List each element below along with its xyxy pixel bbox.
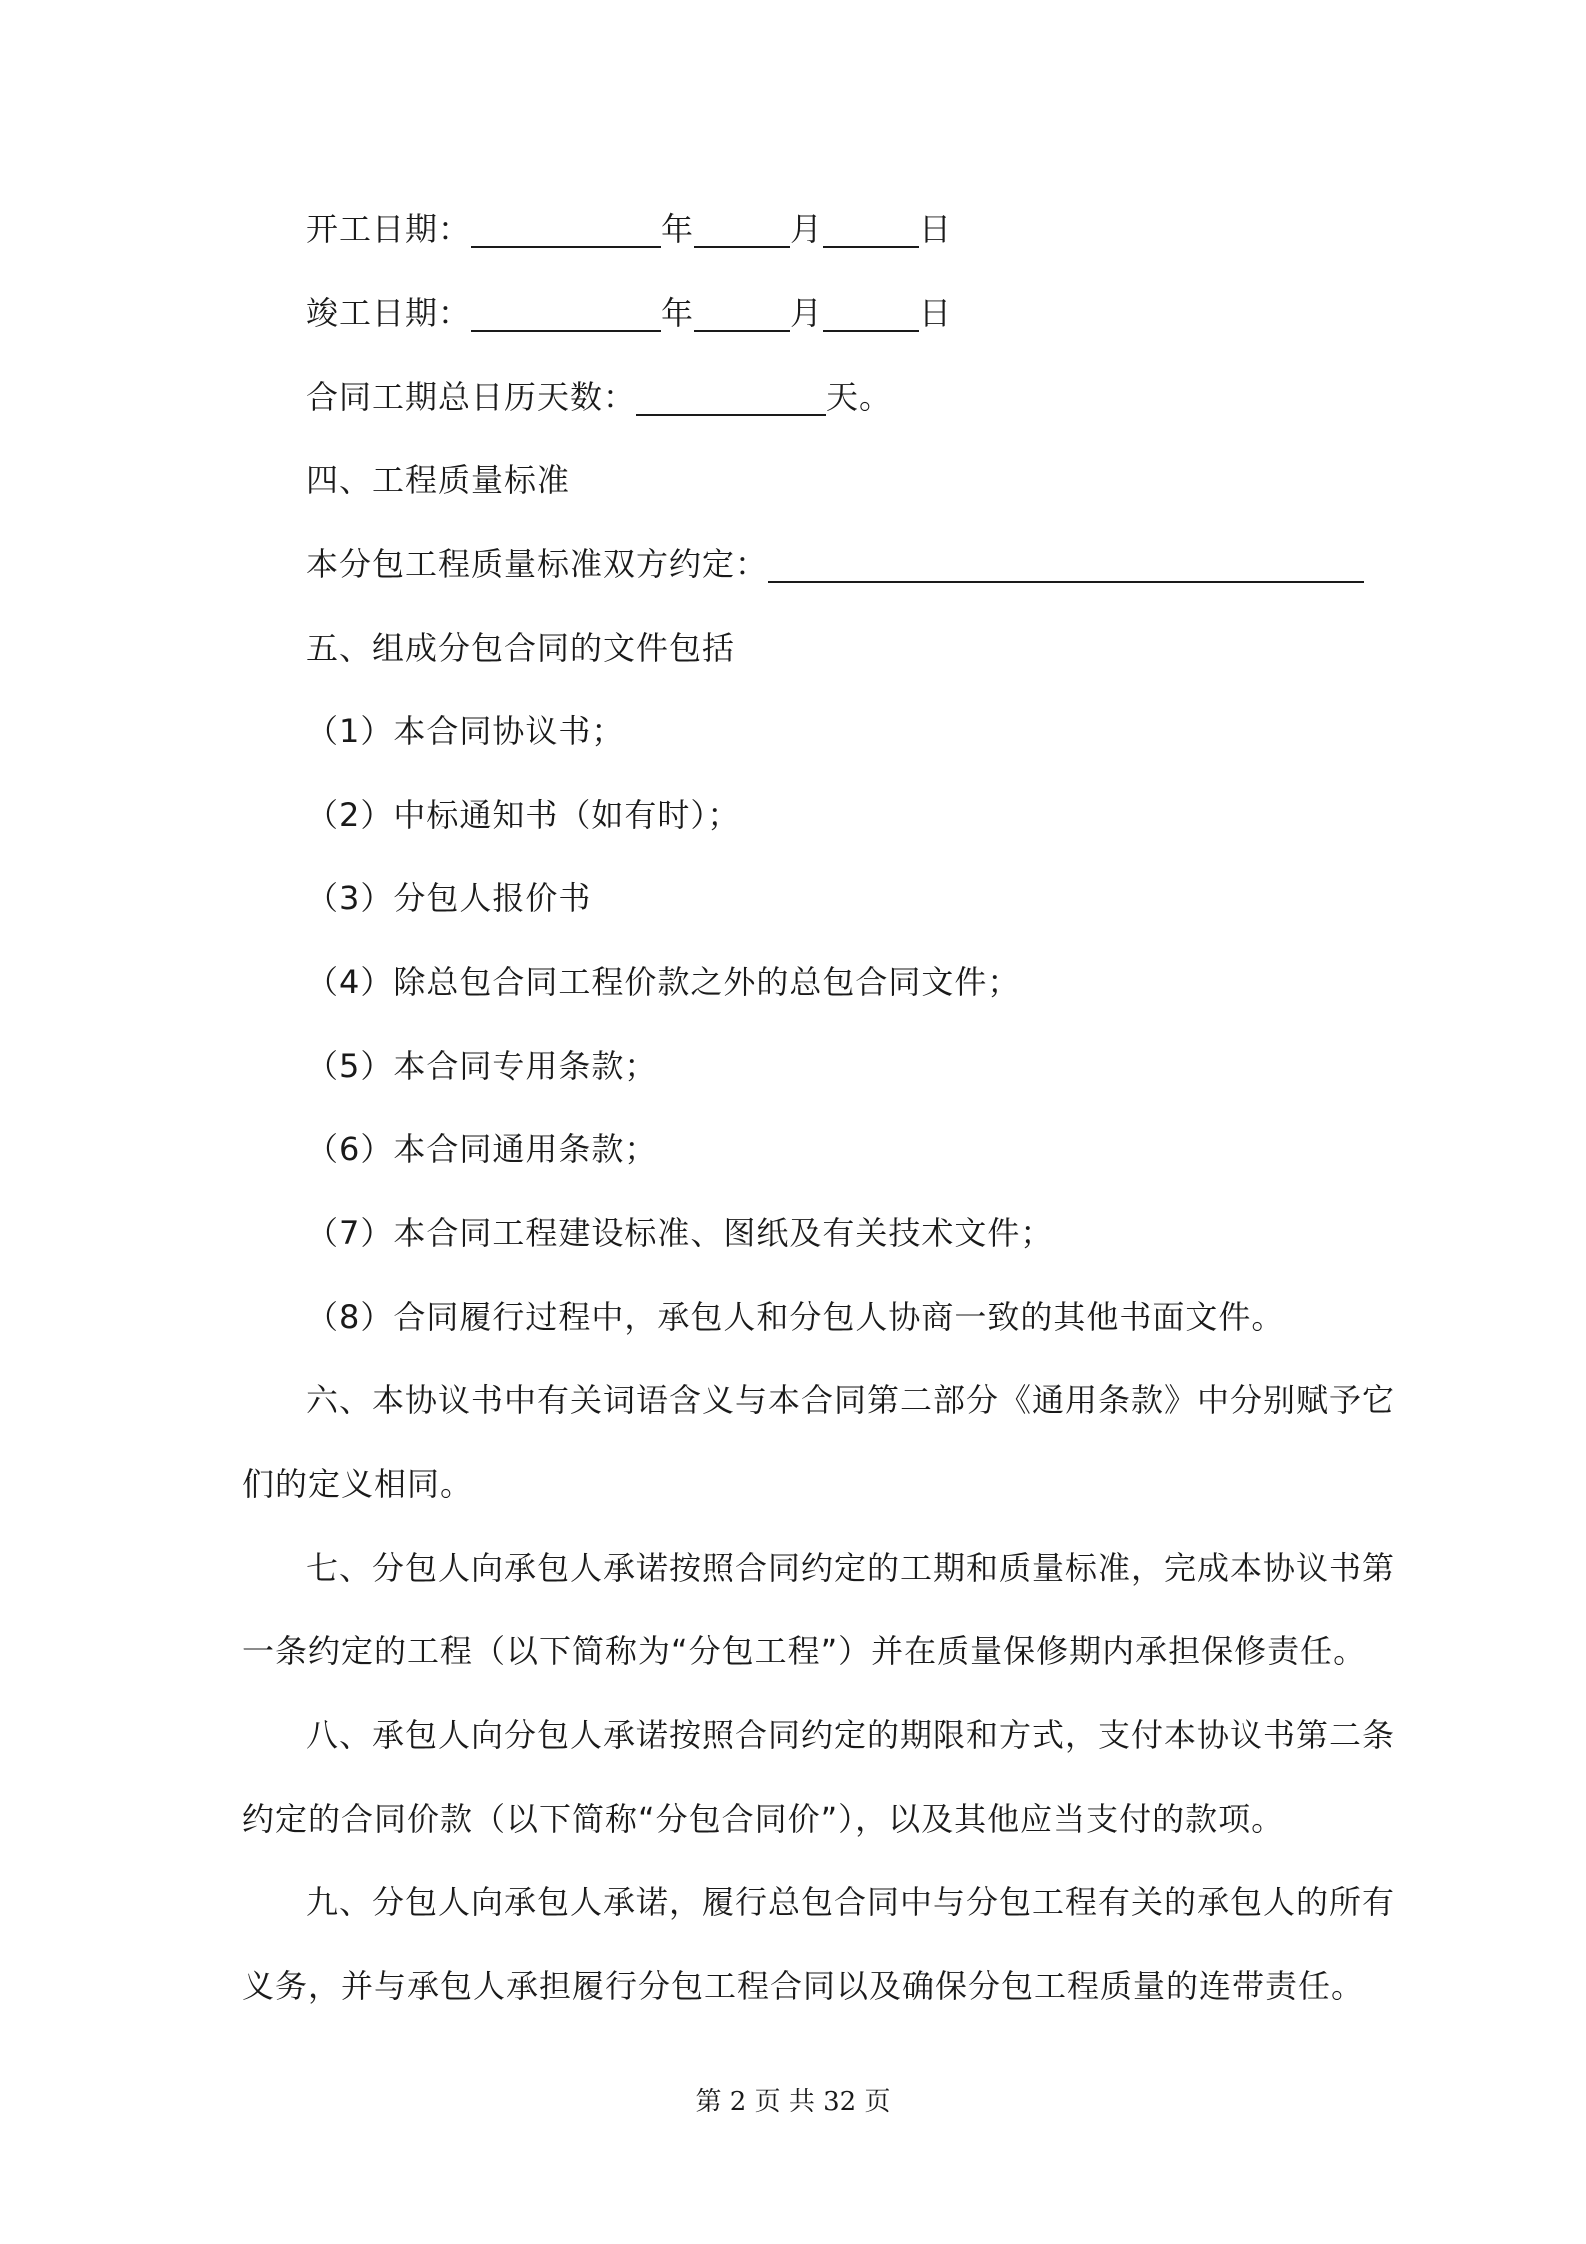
document-list-item: （1）本合同协议书； — [306, 712, 625, 750]
end-year-blank[interactable] — [471, 296, 661, 332]
document-list-item: （5）本合同专用条款； — [306, 1047, 658, 1085]
document-list-item: （8）合同履行过程中，承包人和分包人协商一致的其他书面文件。 — [306, 1298, 1285, 1336]
document-list-item: （6）本合同通用条款； — [306, 1130, 658, 1168]
total-days-line — [306, 375, 892, 419]
section9-line2: 义务，并与承包人承担履行分包工程合同以及确保分包工程质量的连带责任。 — [242, 1967, 1365, 2005]
end-day-blank[interactable] — [823, 296, 919, 332]
month-label: 月 — [790, 294, 824, 332]
end-date-line — [306, 291, 952, 335]
start-date-label: 开工日期： — [306, 210, 472, 248]
start-day-blank[interactable] — [823, 212, 919, 248]
section7-line2: 一条约定的工程（以下简称为“分包工程”）并在质量保修期内承担保修责任。 — [242, 1632, 1367, 1670]
total-days-label: 合同工期总日历天数： — [306, 378, 637, 416]
quality-label: 本分包工程质量标准双方约定： — [306, 545, 769, 583]
end-date-label: 竣工日期： — [306, 294, 472, 332]
section9-line1: 九、分包人向承包人承诺，履行总包合同中与分包工程有关的承包人的所有 — [306, 1883, 1396, 1921]
day-label: 日 — [919, 294, 953, 332]
section6-line1: 六、本协议书中有关词语含义与本合同第二部分《通用条款》中分别赋予它 — [306, 1381, 1396, 1419]
page-footer: 第 2 页 共 32 页 — [695, 2087, 891, 2117]
section5-heading: 五、组成分包合同的文件包括 — [306, 629, 736, 667]
section8-line1: 八、承包人向分包人承诺按照合同约定的期限和方式，支付本协议书第二条 — [306, 1716, 1396, 1754]
document-list-item: （7）本合同工程建设标准、图纸及有关技术文件； — [306, 1214, 1054, 1252]
start-date-line — [306, 207, 952, 251]
days-unit: 天。 — [826, 378, 893, 416]
start-month-blank[interactable] — [694, 212, 790, 248]
section4-heading: 四、工程质量标准 — [306, 461, 571, 499]
year-label: 年 — [661, 294, 695, 332]
section7-line1: 七、分包人向承包人承诺按照合同约定的工期和质量标准，完成本协议书第 — [306, 1549, 1396, 1587]
year-label: 年 — [661, 210, 695, 248]
end-month-blank[interactable] — [694, 296, 790, 332]
section8-line2: 约定的合同价款（以下简称“分包合同价”），以及其他应当支付的款项。 — [242, 1800, 1285, 1838]
section6-line2: 们的定义相同。 — [242, 1465, 474, 1503]
document-list-item: （2）中标通知书（如有时）； — [306, 796, 741, 834]
total-days-blank[interactable] — [636, 380, 826, 416]
quality-line — [306, 542, 1364, 586]
start-year-blank[interactable] — [471, 212, 661, 248]
day-label: 日 — [919, 210, 953, 248]
quality-blank[interactable] — [768, 547, 1364, 583]
month-label: 月 — [790, 210, 824, 248]
document-list-item: （4）除总包合同工程价款之外的总包合同文件； — [306, 963, 1021, 1001]
document-list-item: （3）分包人报价书 — [306, 879, 592, 917]
